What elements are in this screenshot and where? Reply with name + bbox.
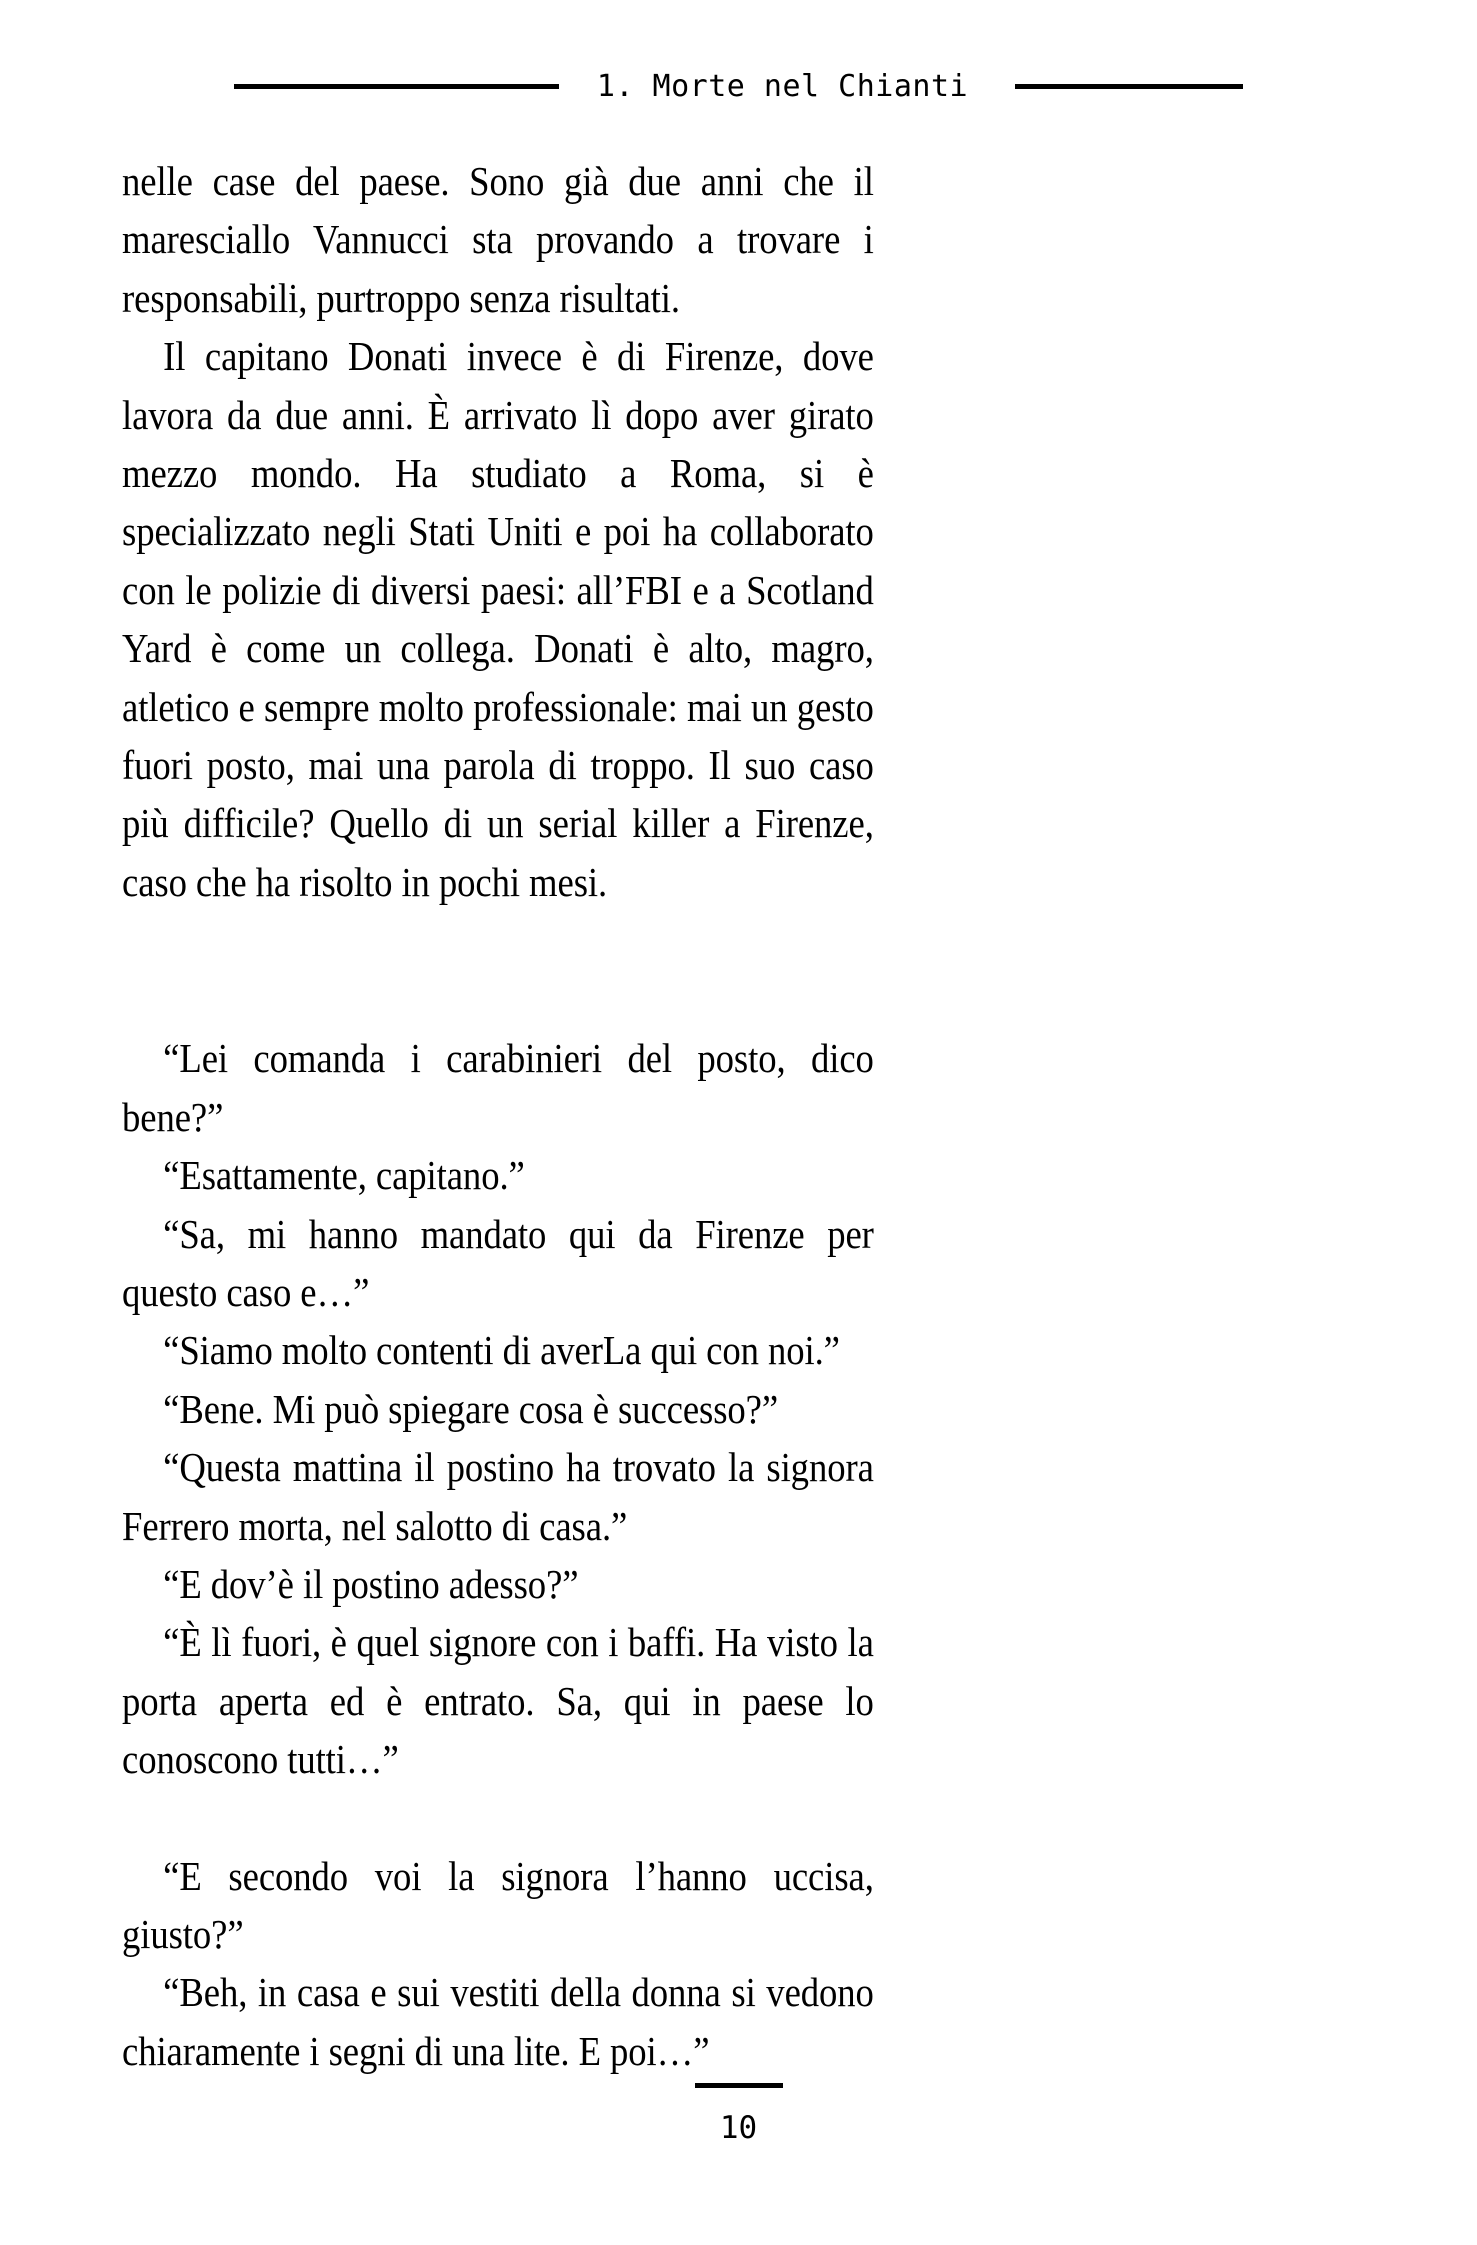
dialogue-line-8: “È lì fuori, è quel signore con i baffi. Ha visto la porta aperta ed è entrato. Sa, qui in paese lo conoscono tutti…”	[122, 1619, 874, 1783]
page-footer	[0, 2055, 1477, 2245]
page-number: 10	[719, 2110, 758, 2146]
dialogue-line-4: “Siamo molto contenti di averLa qui con noi.”	[163, 1327, 840, 1374]
dialogue-line-2: “Esattamente, capitano.”	[163, 1152, 525, 1199]
dialogue-line-1: “Lei comanda i carabinieri del posto, dico bene?”	[122, 1035, 874, 1140]
dialogue-line-3: “Sa, mi hanno mandato qui da Firenze per questo caso e…”	[122, 1210, 874, 1315]
dialogue-line-5: “Bene. Mi può spiegare cosa è successo?”	[163, 1385, 779, 1432]
dialogue-line-7: “E dov’è il postino adesso?”	[163, 1560, 579, 1607]
text-column	[122, 152, 874, 2080]
paragraph-donati: Il capitano Donati invece è di Firenze, dove lavora da due anni. È arrivato lì dopo aver girato mezzo mondo. Ha studiato a Roma, si è specializzato negli Stati Uniti e poi ha collaborato con le polizie di diversi paesi: all’FBI e a Scotland Yard è come un collega. Donati è alto, magro, atletico e sempre molto professionale: mai un gesto fuori posto, mai una parola di troppo. Il suo caso più difficile? Quello di un serial killer a Firenze, caso che ha risolto in pochi mesi.	[122, 333, 874, 905]
dialogue-line-9: “E secondo voi la signora l’hanno uccisa, giusto?”	[122, 1852, 874, 1957]
block-separator-one	[122, 911, 874, 1029]
block-separator-two	[122, 1789, 874, 1847]
chapter-title: 1. Morte nel Chianti	[596, 69, 969, 104]
paragraph-continuation: nelle case del paese. Sono già due anni che il maresciallo Vannucci sta provando a trovare i responsabili, purtroppo senza risultati.	[122, 158, 874, 321]
header-rule-left	[234, 84, 559, 89]
dialogue-line-6: “Questa mattina il postino ha trovato la signora Ferrero morta, nel salotto di casa.”	[122, 1444, 874, 1549]
dialogue-line-10: “Beh, in casa e sui vestiti della donna si vedono chiaramente i segni di una lite. E poi…”	[122, 1969, 874, 2074]
footer-rule	[695, 2083, 783, 2088]
header-rule-right	[1015, 84, 1243, 89]
running-header	[0, 62, 1477, 110]
